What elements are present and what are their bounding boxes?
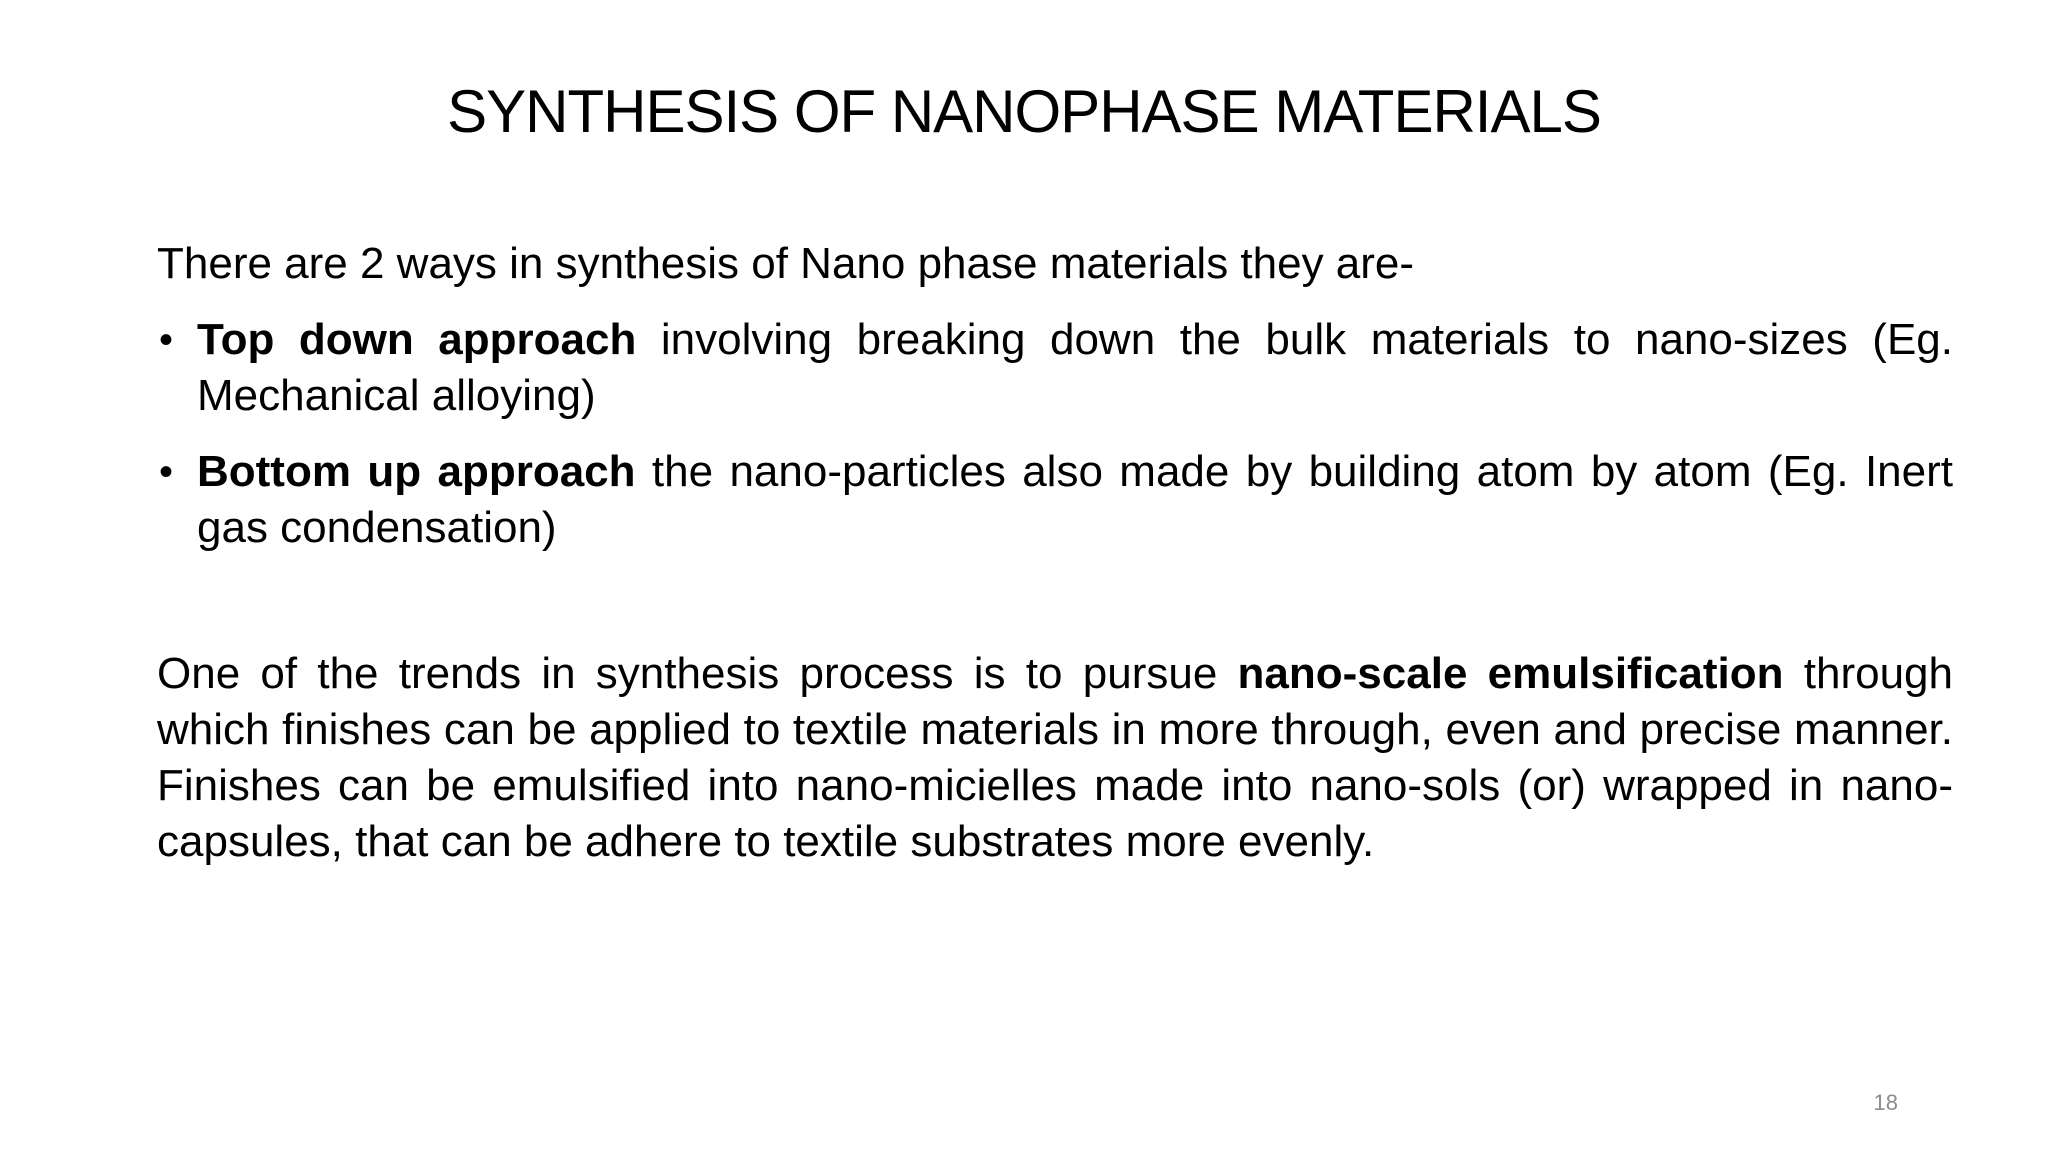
paragraph-bold-term: nano-scale emulsification bbox=[1237, 649, 1784, 698]
slide-body bbox=[157, 236, 1953, 870]
paragraph-text-after: through which finishes can be applied to textile materials in more through, even and precise manner. Finishes can be emulsified into nano-micielles made into nano-sols (or) wrapped in nano-capsules, that can be adhere to textile substrates more evenly. bbox=[157, 649, 1953, 866]
bullet-heading: Top down approach bbox=[197, 315, 637, 364]
bullet-text: involving breaking down the bulk materials to nano-sizes (Eg. Mechanical alloying) bbox=[197, 315, 1953, 420]
bullet-dot-icon: • bbox=[159, 450, 174, 494]
slide-title: SYNTHESIS OF NANOPHASE MATERIALS bbox=[447, 78, 1601, 145]
bullet-heading: Bottom up approach bbox=[197, 447, 636, 496]
page-number: 18 bbox=[1873, 1090, 1898, 1115]
bullet-dot-icon: • bbox=[159, 318, 174, 362]
intro-text: There are 2 ways in synthesis of Nano phase materials they are- bbox=[157, 239, 1415, 288]
bullet-text: the nano-particles also made by building atom by atom (Eg. Inert gas condensation) bbox=[197, 447, 1953, 552]
bullet-top-down bbox=[157, 312, 1953, 424]
bullet-bottom-up bbox=[157, 444, 1953, 556]
bullet-list bbox=[157, 312, 1953, 556]
emulsification-paragraph bbox=[157, 646, 1953, 870]
paragraph-text-before: One of the trends in synthesis process is to pursue bbox=[157, 649, 1238, 698]
